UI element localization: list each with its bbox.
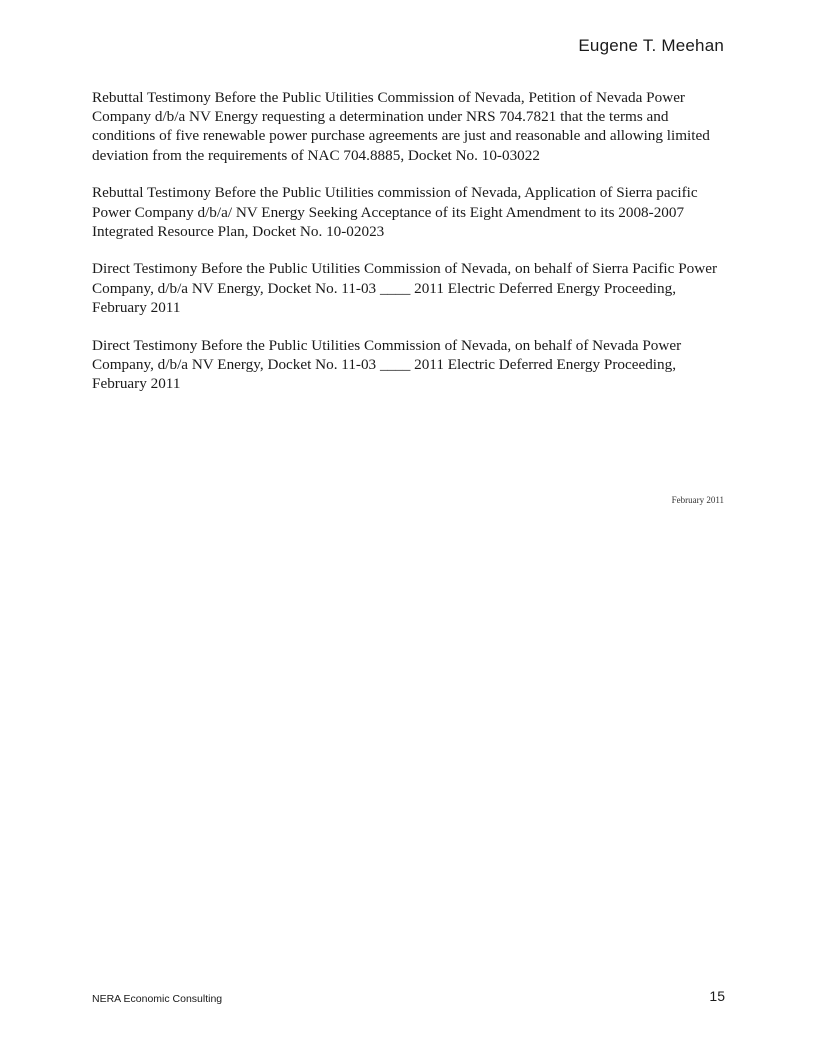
testimony-entry: Direct Testimony Before the Public Utilities Commission of Nevada, on behalf of Sierra Pacific Power Company, d/b/a NV Energy, Docket No. 11-03 ____ 2011 Electric Deferred Energy Proceeding, February 2011 bbox=[92, 260, 718, 316]
testimony-list bbox=[92, 88, 732, 412]
testimony-entry: Rebuttal Testimony Before the Public Utilities Commission of Nevada, Petition of Nevada Power Company d/b/a NV Energy requesting a determination under NRS 704.7821 that the terms and conditions of five renewable power purchase agreements are just and reasonable and allowing limited deviation from the requirements of NAC 704.8885, Docket No. 10-03022 bbox=[92, 89, 710, 164]
author-header: Eugene T. Meehan bbox=[578, 36, 724, 55]
testimony-entry: Rebuttal Testimony Before the Public Utilities commission of Nevada, Application of Sierra pacific Power Company d/b/a/ NV Energy Seeking Acceptance of its Eight Amendment to its 2008-2007 Integrated Resource Plan, Docket No. 10-02023 bbox=[92, 184, 698, 240]
date-stamp: February 2011 bbox=[671, 495, 724, 505]
testimony-entry: Direct Testimony Before the Public Utilities Commission of Nevada, on behalf of Nevada Power Company, d/b/a NV Energy, Docket No. 11-03 ____ 2011 Electric Deferred Energy Proceeding, February 2011 bbox=[92, 336, 682, 392]
footer-company: NERA Economic Consulting bbox=[92, 993, 223, 1005]
page-number: 15 bbox=[709, 988, 725, 1004]
